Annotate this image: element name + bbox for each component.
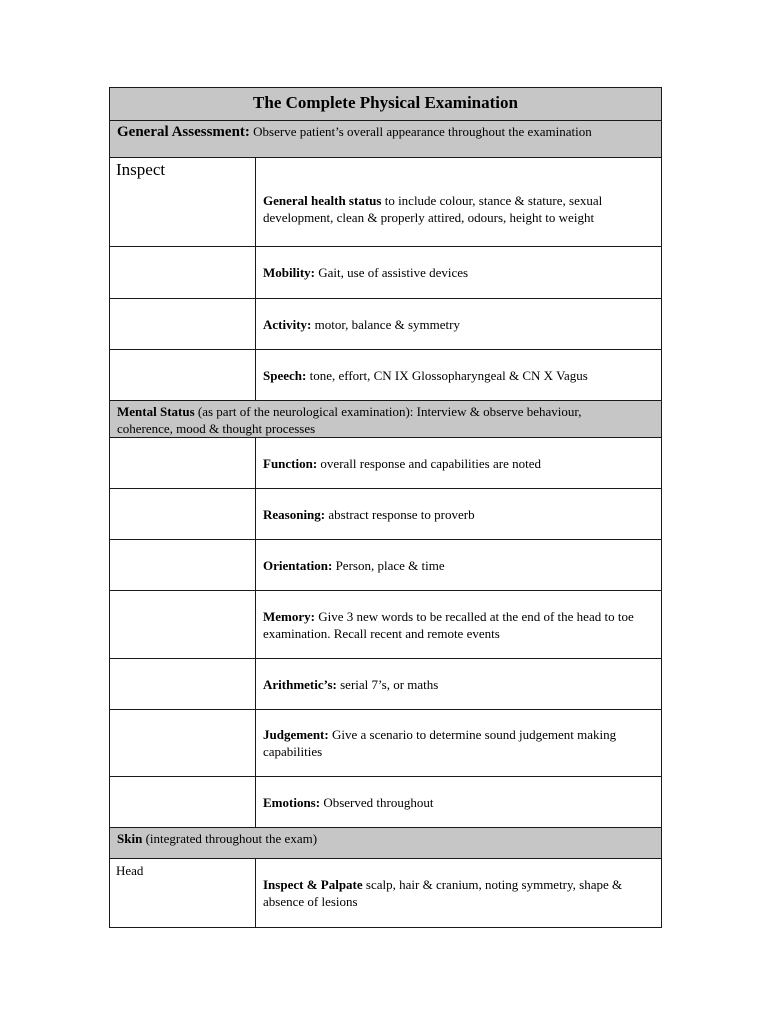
exam-item-judgement (256, 710, 662, 777)
exam-item-description: Person, place & time (335, 557, 445, 573)
exam-item-description: abstract response to proverb (328, 506, 475, 522)
empty-cell (110, 489, 256, 540)
section-header-general-assessment (110, 121, 662, 158)
table-row (110, 247, 662, 299)
exam-item-orientation (256, 540, 662, 591)
empty-cell (110, 350, 256, 401)
table-row (110, 158, 662, 247)
table-row (110, 350, 662, 401)
empty-cell (110, 299, 256, 350)
exam-item-function (256, 438, 662, 489)
table-row (110, 710, 662, 777)
exam-item-description: Give a scenario to determine sound judgement making capabilities (263, 727, 617, 759)
exam-item-term: Reasoning: (263, 506, 326, 522)
empty-cell (110, 540, 256, 591)
exam-item-term: Orientation: (263, 557, 333, 573)
inspect-label: Inspect (116, 160, 166, 179)
section-description: Observe patient’s overall appearance throughout the examination (253, 124, 592, 139)
exam-item-activity (256, 299, 662, 350)
table-row (110, 299, 662, 350)
exam-item-head (256, 859, 662, 928)
empty-cell (110, 591, 256, 659)
table-row (110, 540, 662, 591)
exam-item-emotions (256, 777, 662, 828)
exam-item-general-health-status (256, 158, 662, 247)
table-row (110, 859, 662, 928)
section-heading: General Assessment: (117, 124, 250, 140)
section-description: (as part of the neurological examination): Interview & observe behaviour, coherence, mood & thought processes (117, 404, 582, 436)
exam-item-term: Activity: (263, 316, 312, 332)
exam-item-description: Gait, use of assistive devices (318, 265, 469, 280)
exam-item-term: Judgement: (263, 727, 329, 742)
empty-cell (110, 710, 256, 777)
title-row (110, 88, 662, 121)
exam-item-description: Give 3 new words to be recalled at the end of the head to toe examination. Recall recent and remote events (263, 608, 634, 641)
table-row (110, 438, 662, 489)
exam-item-memory (256, 591, 662, 659)
table-row (110, 591, 662, 659)
exam-item-term: Inspect & Palpate (263, 877, 363, 892)
exam-item-speech (256, 350, 662, 401)
exam-item-term: Function: (263, 455, 318, 471)
table-row (110, 659, 662, 710)
section-heading: Mental Status (117, 404, 195, 419)
exam-item-description: serial 7’s, or maths (340, 676, 439, 692)
page-title: The Complete Physical Examination (110, 88, 662, 121)
table-row (110, 489, 662, 540)
exam-item-arithmetic (256, 659, 662, 710)
exam-item-term: Speech: (263, 367, 307, 383)
physical-exam-table (109, 87, 662, 928)
exam-item-term: Emotions: (263, 794, 321, 810)
head-label-cell (110, 859, 256, 928)
exam-item-term: Mobility: (263, 265, 315, 280)
exam-item-description: tone, effort, CN IX Glossopharyngeal & CN X Vagus (309, 367, 588, 383)
section-header-cell (110, 401, 662, 438)
table-row (110, 777, 662, 828)
section-header-cell (110, 121, 662, 158)
empty-cell (110, 777, 256, 828)
section-header-skin (110, 828, 662, 859)
head-label: Head (116, 863, 144, 878)
inspect-label-cell (110, 158, 256, 247)
exam-item-description: scalp, hair & cranium, noting symmetry, shape & absence of lesions (263, 877, 623, 909)
empty-cell (110, 438, 256, 489)
exam-item-description: motor, balance & symmetry (314, 316, 460, 332)
empty-cell (110, 659, 256, 710)
exam-item-term: General health status (263, 193, 382, 208)
section-description: (integrated throughout the exam) (145, 831, 318, 846)
section-header-mental-status (110, 401, 662, 438)
exam-item-mobility (256, 247, 662, 299)
exam-item-description: Observed throughout (323, 794, 434, 810)
exam-item-term: Arithmetic’s: (263, 676, 337, 692)
exam-item-term: Memory: (263, 608, 315, 624)
exam-item-reasoning (256, 489, 662, 540)
empty-cell (110, 247, 256, 299)
section-header-cell (110, 828, 662, 859)
exam-item-description: to include colour, stance & stature, sexual development, clean & properly attired, odours, height to weight (263, 193, 603, 225)
section-heading: Skin (117, 831, 143, 846)
exam-item-description: overall response and capabilities are noted (320, 455, 541, 471)
